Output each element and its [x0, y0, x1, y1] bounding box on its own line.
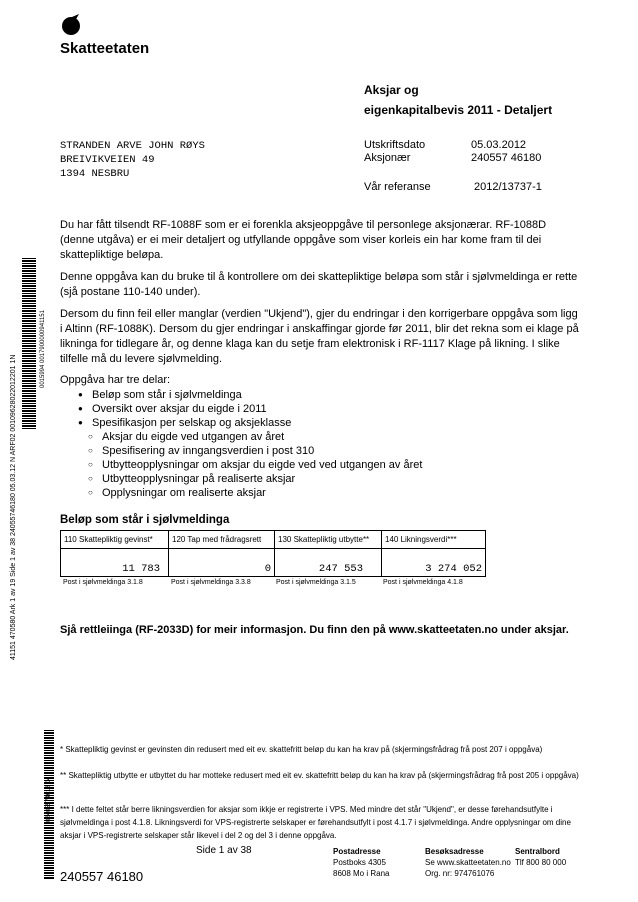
postal-address-line: Postboks 4305: [333, 858, 386, 867]
amounts-table: [60, 530, 486, 577]
correction-paragraph: Dersom du finn feil eller manglar (verdien "Ukjend"), gjer du endringar i den korrigerbare oppgåva som ligg i Altinn (RF-1088K). Dersom du gjer endringar i anskaffingar gjorde før 2011, blir det rekna som ei klage på likninga for tidlegare år, og denne klaga kan du setje fram elektronisk i RF-1117 Klage på likning. I slike tilfelle må du levere sjølvmelding.: [60, 308, 579, 365]
control-paragraph: Denne oppgåva kan du bruke til å kontrollere om dei skattepliktige beløpa som står i sjølvmeldinga er rette (sjå postane 110-140 under).: [60, 271, 578, 298]
intro-paragraph: Du har fått tilsendt RF-1088F som er ei forenkla aksjeoppgåve til personlege aksjonærar. RF-1088D (denne utgåva) er ei meir detaljert og utfyllande oppgåve som viser korleis ein har kome fram til dei skattepliktige beløpa.: [60, 219, 547, 261]
reference-label: Vår referanse: [364, 181, 431, 193]
switchboard-block: [515, 846, 566, 868]
post-reference: Post i sjølvmeldinga 4.1.8: [383, 579, 463, 586]
amounts-value-cell: 247 553: [275, 549, 382, 577]
footnote-dividend: ** Skattepliktig utbytte er utbyttet du har motteke redusert med eit ev. skattefritt beløp du kan ha krav på (skjermingsfrådrag frå post 205 i oppgåva): [60, 771, 579, 780]
list-item: ● Beløp som står i sjølvmeldinga: [60, 388, 422, 402]
amounts-value-cell: 11 783: [61, 549, 169, 577]
skatteetaten-logo-icon: [60, 14, 82, 36]
list-item: ● Spesifikasjon per selskap og aksjeklasse: [60, 416, 422, 430]
postal-address-line: 8608 Mo i Rana: [333, 869, 390, 878]
switchboard-phone: Tlf 800 80 000: [515, 858, 567, 867]
recipient-street: BREIVIKVEIEN 49: [60, 154, 155, 166]
list-subitem: ○ Spesifisering av inngangsverdien i post 310: [60, 444, 422, 458]
title-line-1: Aksjar og: [364, 83, 419, 97]
postal-address-block: [333, 846, 389, 879]
amounts-header-cell: 140 Likningsverdi***: [382, 531, 486, 549]
post-reference: Post i sjølvmeldinga 3.1.5: [276, 579, 356, 586]
parts-list: [60, 373, 422, 500]
footnote-gain: * Skattepliktig gevinst er gevinsten din redusert med eit ev. skattefritt beløp du kan ha krav på (skjermingsfrådrag frå post 207 i oppgåva): [60, 745, 543, 754]
amounts-value-cell: 0: [169, 549, 275, 577]
postal-address-heading: Postadresse: [333, 847, 381, 856]
amounts-value-row: [61, 549, 486, 577]
list-subitem: ○ Utbytteopplysningar om aksjar du eigde ved ved utgangen av året: [60, 458, 422, 472]
list-subitem: ○ Opplysningar om realiserte aksjar: [60, 486, 422, 500]
amounts-header-row: [61, 531, 486, 549]
parts-list-intro: Oppgåva har tre delar:: [60, 374, 171, 386]
amounts-header-cell: 110 Skattepliktig gevinst*: [61, 531, 169, 549]
post-reference: Post i sjølvmeldinga 3.3.8: [171, 579, 251, 586]
reference-value: 2012/13737-1: [474, 181, 542, 193]
post-reference: Post i sjølvmeldinga 3.1.8: [63, 579, 143, 586]
brand-name: Skatteetaten: [60, 40, 150, 57]
guide-info-line: Sjå rettleiinga (RF-2033D) for meir informasjon. Du finn den på www.skatteetaten.no under aksjar.: [60, 624, 569, 636]
amounts-heading: Beløp som står i sjølvmeldinga: [60, 514, 230, 526]
shareholder-value: 240557 46180: [471, 152, 542, 164]
switchboard-heading: Sentralbord: [515, 847, 560, 856]
print-date-label: Utskriftsdato: [364, 139, 426, 151]
barcode-top: [22, 258, 36, 430]
list-subitem: ○ Aksjar du eigde ved utgangen av året: [60, 430, 422, 444]
side-margin-text: 41151 470580 Ark 1 av 19 Side 1 av 38 24055746180 05.03.12 N ARF02 00109628022012201 1N: [10, 354, 17, 660]
visit-address-line: Se www.skatteetaten.no: [425, 858, 511, 867]
barcode-bottom-text: 02405574618 04: [46, 776, 52, 822]
list-item: ● Oversikt over aksjar du eigde i 2011: [60, 402, 422, 416]
org-number: Org. nr: 974761076: [425, 869, 495, 878]
print-date-value: 05.03.2012: [471, 139, 527, 151]
recipient-postal: 1394 NESBRU: [60, 168, 130, 180]
list-subitem: ○ Utbytteopplysningar på realiserte aksjar: [60, 472, 422, 486]
title-line-2: eigenkapitalbevis 2011 - Detaljert: [364, 103, 553, 117]
visit-address-block: [425, 846, 511, 879]
shareholder-label: Aksjonær: [364, 152, 411, 164]
document-title: [364, 80, 594, 120]
bottom-shareholder-id: 240557 46180: [60, 869, 144, 884]
recipient-address: [60, 139, 205, 181]
page-number: Side 1 av 38: [196, 845, 252, 856]
footnote-tax-value: *** I dette feltet står berre likningsverdien for aksjar som ikkje er registrerte i VPS. Med mindre det står "Ukjend", er desse førehandsutfylte i sjølvmeldinga i post 4.1.8. Likningsverdi for VPS-registrerte selskaper er førehandsutfylt i post 4.1.7 i sjølvmeldinga. Andre opplysningar om dine aksjar i VPS-registrerte selskaper står likevel i del 2 og del 3 i denne oppgåva.: [60, 805, 571, 840]
visit-address-heading: Besøksadresse: [425, 847, 484, 856]
amounts-header-cell: 130 Skattepliktig utbytte**: [275, 531, 382, 549]
amounts-value-cell: 3 274 052: [382, 549, 486, 577]
barcode-top-text: 0015994 0017900000941151: [40, 310, 46, 388]
recipient-name: STRANDEN ARVE JOHN RØYS: [60, 140, 205, 152]
amounts-header-cell: 120 Tap med frådragsrett: [169, 531, 275, 549]
